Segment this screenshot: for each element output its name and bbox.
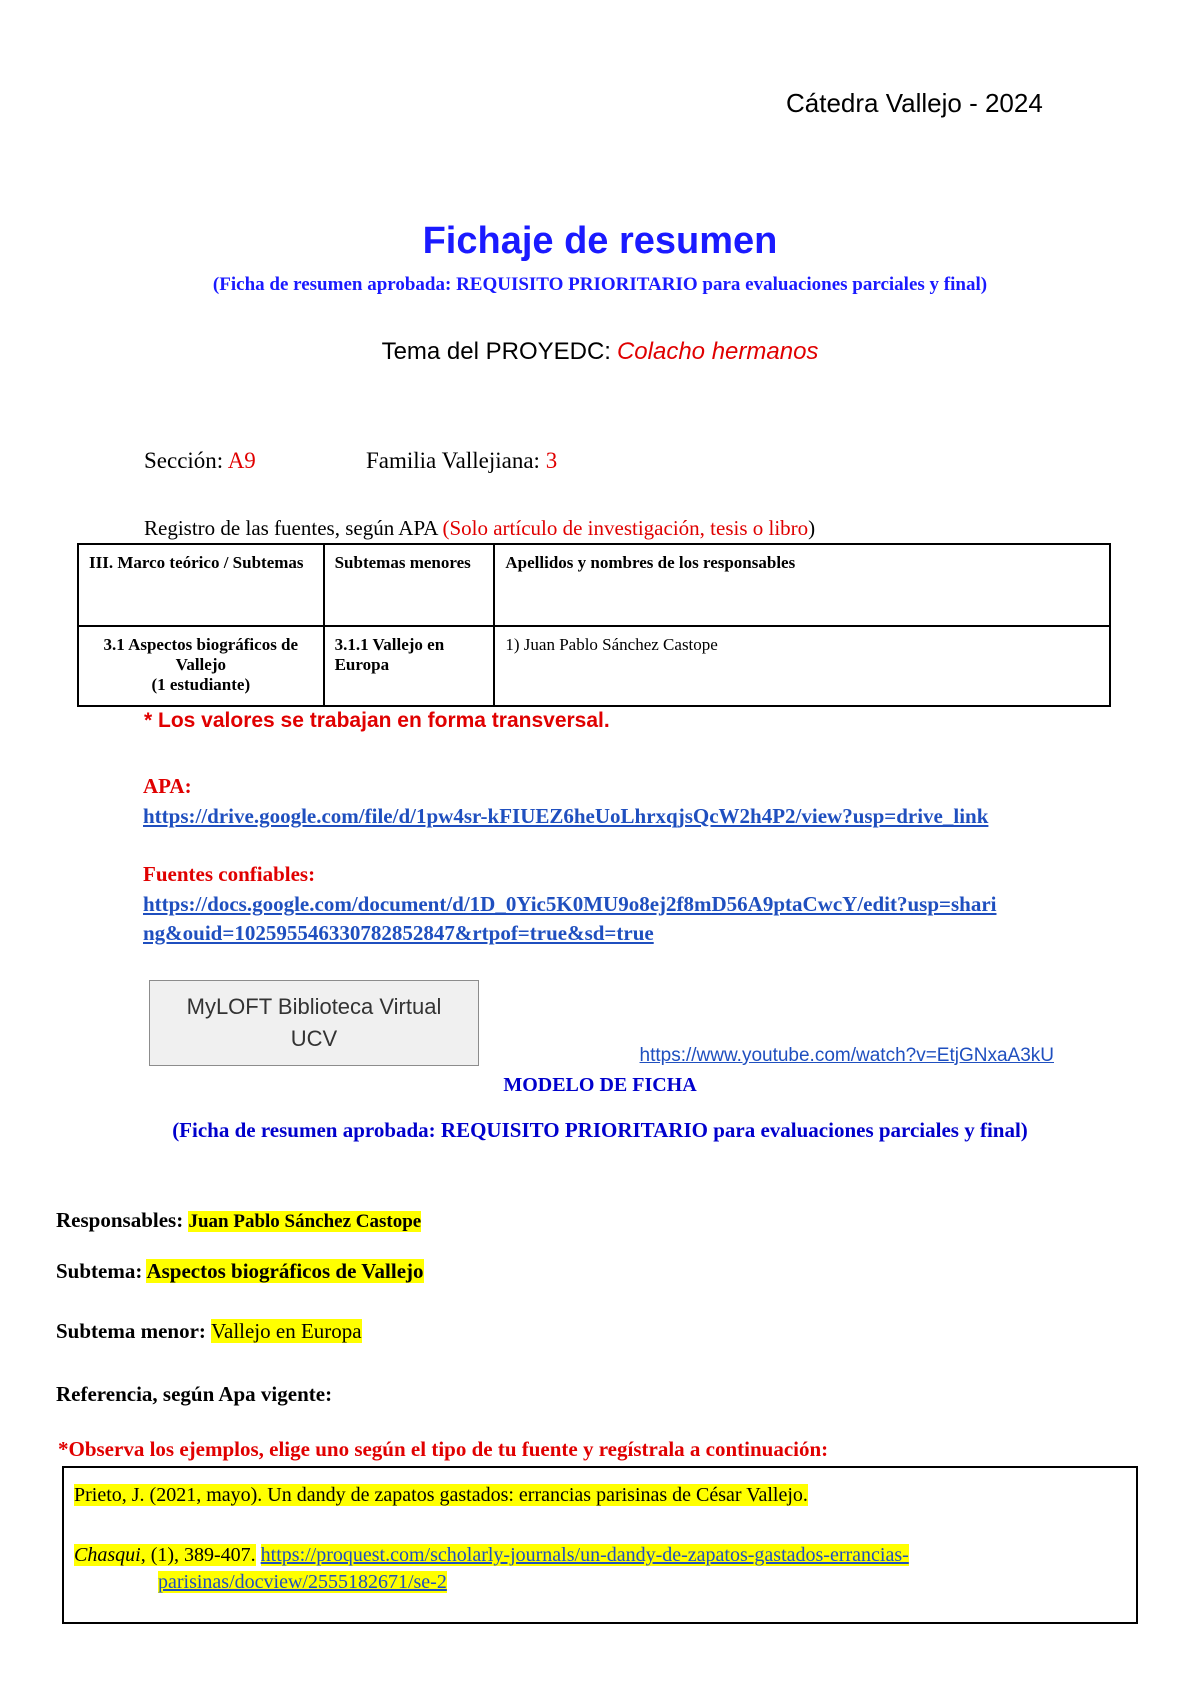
- reference-journal: Chasqui: [74, 1544, 141, 1566]
- responsables-field: [56, 1208, 421, 1233]
- myloft-line1: MyLOFT Biblioteca Virtual: [186, 994, 442, 1019]
- modelo-subtitle: (Ficha de resumen aprobada: REQUISITO PRIORITARIO para evaluaciones parciales y final): [172, 1118, 1028, 1142]
- seccion-line: [144, 448, 256, 474]
- tema-line: [0, 338, 1200, 366]
- seccion-value: A9: [227, 448, 256, 473]
- reference-box: [62, 1466, 1138, 1624]
- responsables-value: Juan Pablo Sánchez Castope: [188, 1211, 422, 1232]
- familia-label: Familia Vallejiana:: [366, 448, 540, 473]
- registro-label: Registro de las fuentes, según APA: [144, 516, 438, 540]
- familia-value: 3: [545, 448, 558, 473]
- reference-url-part1[interactable]: https://proquest.com/scholarly-journals/un-dandy-de-zapatos-gastados-errancias-: [260, 1544, 909, 1566]
- reference-author-title: Prieto, J. (2021, mayo). Un dandy de zapatos gastados: errancias parisinas de César Vallejo.: [74, 1484, 808, 1506]
- myloft-button[interactable]: [149, 980, 479, 1066]
- reference-pages: , (1), 389-407.: [140, 1544, 256, 1566]
- table-header-row: [78, 544, 1110, 626]
- fuentes-label: Fuentes confiables:: [143, 862, 316, 886]
- apa-link-block: [143, 802, 1003, 831]
- fuentes-link[interactable]: https://docs.google.com/document/d/1D_0Yic5K0MU9o8ej2f8mD56A9ptaCwcY/edit?usp=sharing&ouid=102595546330782852847&rtpof=true&sd=true: [143, 892, 997, 945]
- responsables-label: Responsables:: [56, 1208, 184, 1232]
- header-marco-teorico: III. Marco teórico / Subtemas: [78, 544, 324, 626]
- subtema-menor-field: [56, 1319, 362, 1344]
- catedra-header: Cátedra Vallejo - 2024: [786, 88, 1043, 118]
- fuentes-link-block: [143, 890, 1003, 948]
- youtube-link[interactable]: https://www.youtube.com/watch?v=EtjGNxaA3kU: [639, 1045, 1054, 1066]
- page-subtitle: (Ficha de resumen aprobada: REQUISITO PRIORITARIO para evaluaciones parciales y final): [212, 274, 988, 295]
- seccion-label: Sección:: [144, 448, 224, 473]
- header-responsables: Apellidos y nombres de los responsables: [494, 544, 1110, 626]
- familia-line: [366, 448, 557, 474]
- reference-line1: [74, 1484, 808, 1507]
- youtube-link-block: [477, 1045, 1054, 1067]
- registro-close: ): [808, 516, 816, 540]
- subtema-label: Subtema:: [56, 1259, 143, 1283]
- table-row: [78, 626, 1110, 706]
- tema-label: Tema del PROYEDC:: [381, 338, 611, 365]
- cell-marco-note: (1 estudiante): [151, 675, 251, 694]
- sources-table: [77, 543, 1111, 707]
- subtema-value: Aspectos biográficos de Vallejo: [146, 1259, 424, 1283]
- subtema-field: [56, 1259, 424, 1284]
- cell-marco-text: 3.1 Aspectos biográficos de Vallejo: [103, 635, 299, 674]
- registro-line: [144, 516, 815, 541]
- apa-label: APA:: [143, 774, 192, 798]
- reference-url-part2[interactable]: parisinas/docview/2555182671/se-2: [158, 1571, 447, 1593]
- cell-subtema-menor: 3.1.1 Vallejo en Europa: [324, 626, 495, 706]
- tema-value: Colacho hermanos: [616, 338, 819, 365]
- referencia-label: Referencia, según Apa vigente:: [56, 1382, 333, 1406]
- myloft-line2: UCV: [290, 1026, 338, 1051]
- page-title: Fichaje de resumen: [422, 220, 778, 262]
- cell-marco-teorico: [78, 626, 324, 706]
- reference-line2: [74, 1542, 1124, 1596]
- observa-note: *Observa los ejemplos, elige uno según el tipo de tu fuente y regístrala a continuación:: [58, 1437, 829, 1461]
- apa-link[interactable]: https://drive.google.com/file/d/1pw4sr-kFIUEZ6heUoLhrxqjsQcW2h4P2/view?usp=drive_link: [143, 804, 989, 828]
- cell-responsable: 1) Juan Pablo Sánchez Castope: [494, 626, 1110, 706]
- registro-note: (Solo artículo de investigación, tesis o libro: [442, 516, 809, 540]
- subtema-menor-value: Vallejo en Europa: [211, 1319, 362, 1343]
- modelo-title: MODELO DE FICHA: [503, 1074, 697, 1096]
- valores-note: * Los valores se trabajan en forma transversal.: [144, 709, 610, 732]
- subtema-menor-label: Subtema menor:: [56, 1319, 206, 1343]
- header-subtemas-menores: Subtemas menores: [324, 544, 495, 626]
